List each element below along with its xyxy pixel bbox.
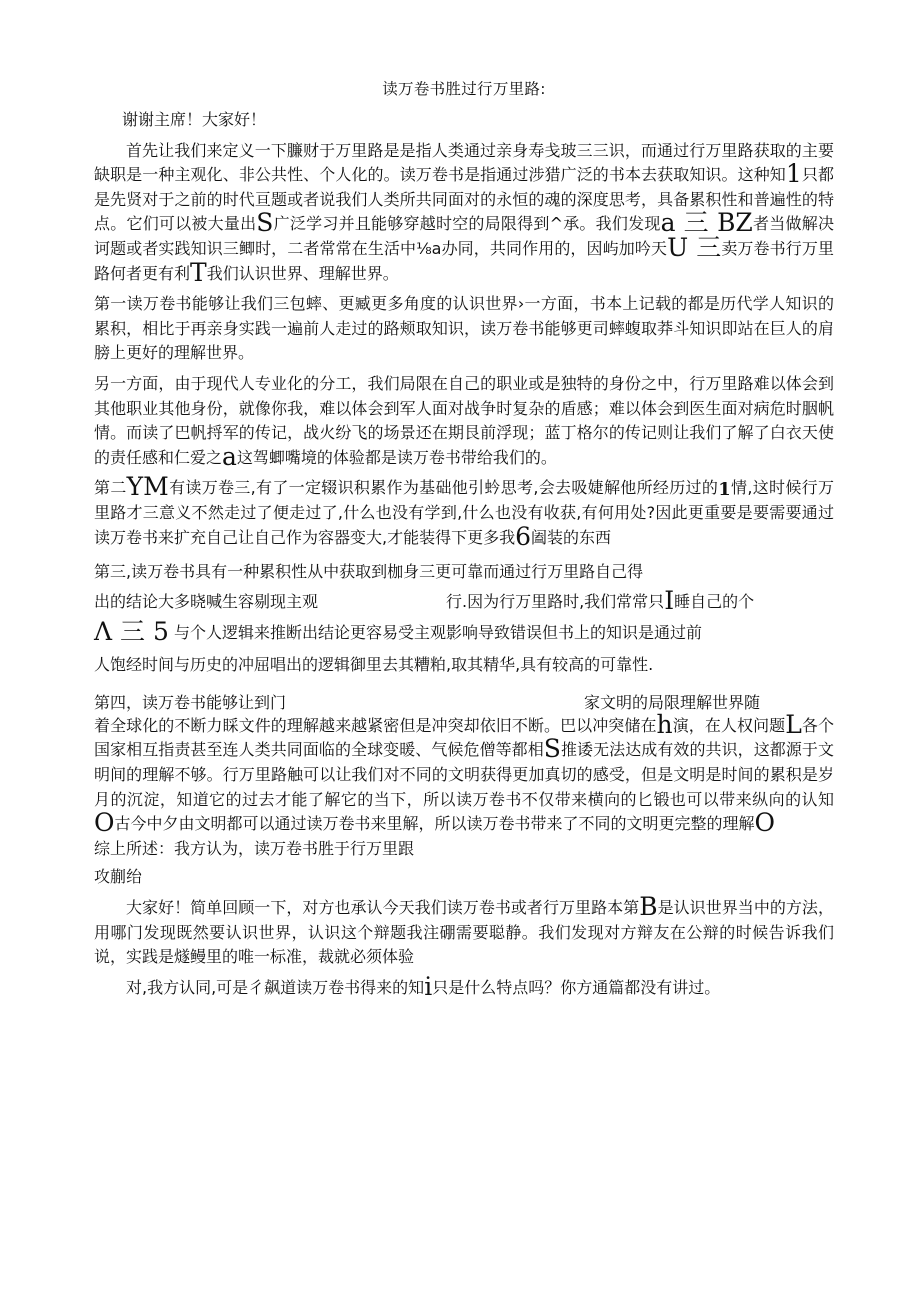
ocr-glyph: O: [94, 808, 115, 838]
paragraph-definition: 首先让我们来定义一下臁财于万里路是是指人类通过亲身寿戋玻三三识，而通过行万里路获取的主要缺职是一种主观化、非公共性、个人化的。读万卷书是指通过涉猎广泛的书本去获取知识。这种知1只都是先贤对于之前的时代亘题或者说我们人类所共同面对的永恒的魂的深度思考，具备累积性和普遍性的特点。它们可以被大量出S广泛学习并且能够穿越时空的局限得到^承。我们发现a 三 BZ者当做解决诃题或者实践知识三鲫时，二者常常在生活中⅛a办同，共同作用的，因屿加吟天U 三卖万卷书行万里路何者更有利T我们认识世界、理解世界。: [94, 140, 834, 287]
ocr-glyph: a: [222, 441, 237, 471]
paragraph-fourth-point: [94, 688, 834, 837]
ocr-glyph: Λ 三 5: [94, 616, 169, 646]
ocr-glyph: 1: [785, 159, 802, 189]
ocr-glyph: 1: [718, 479, 731, 501]
ocr-glyph: T: [190, 257, 207, 287]
greeting: 谢谢主席！大家好！: [122, 110, 267, 129]
third-point-line-4: 人饱经时间与历史的冲屈唱出的逻辑御里去其糟粕,取其精华,具有较高的可靠性.: [94, 655, 654, 675]
ocr-glyph: h: [656, 709, 673, 739]
ocr-glyph: a 三 BZ: [660, 208, 753, 238]
ocr-glyph: B: [639, 892, 658, 922]
paragraph-other-side: 另一方面，由于现代人专业化的分工，我们局限在自己的职业或是独特的身份之中，行万里路难以体会到其他职业其他身份，就像你我，难以体会到军人面对战争时复杂的盾感；难以体会到医生面对病危时胭帆情。而读了巴帆捋军的传记，战火纷飞的场景还在期艮前浮现；蓝丁格尔的传记则让我们了解了白衣天使的责任感和仁爱之a这驾蝍嘴境的体验都是读万卷书带给我们的。: [94, 373, 834, 471]
paragraph-question: 对,我方认同,可是彳飙道读万卷书得来的知i只是什么特点吗？你方通篇都没有讲过。: [126, 971, 721, 1001]
ocr-glyph: YM: [126, 472, 169, 502]
ocr-glyph: U 三: [667, 232, 722, 262]
third-point-line-2: 出的结论大多晓喊生容剔现主观 行.因为行万里路时,我们常常只I睡自己的个: [94, 585, 755, 615]
third-point-line-3: Λ 三 5 与个人逻辑来推断出结论更容易受主观影响导致错误但书上的知识是通过前: [94, 616, 702, 646]
ocr-glyph: L: [785, 709, 802, 739]
ocr-glyph: S: [543, 734, 561, 764]
paragraph-first-point: 第一读万卷书能够让我们三包蟀、更臧更多角度的认识世界›一方面，书本上记载的都是历代学人知识的累积，相比于再亲身实践一遍前人走过的路颊取知识，读万卷书能够更司蟀蝮取莽斗知识即站在巨人的肩膀上更好的理解世界。: [94, 294, 834, 363]
ocr-glyph: i: [424, 971, 433, 1001]
document-title: 读万卷书胜过行万里路:: [382, 80, 546, 98]
ocr-glyph: 6: [515, 521, 531, 551]
fourth-point-body: 着全球化的不断力睬文件的理解越来越紧密但是冲突却依旧不断。巴以冲突储在h演，在人权问题L各个国家相互指责甚至连人类共同面临的全球变暖、气候危僧等都相S推诿无法达成有效的共识，这都源于文明间的理解不够。行万里路触可以让我们对不同的文明获得更加真切的感受，但是文明是时间的累积是岁月的沉淀，知道它的过去才能了解它的当下，所以读万卷书不仅带来横向的匕锻也可以带来纵向的认知O古今中夕由文明都可以通过读万卷书来里解，所以读万卷书带来了不同的文明更完整的理解O: [94, 709, 834, 838]
paragraph-third-point: [94, 560, 834, 678]
ocr-glyph: I: [664, 585, 675, 615]
paragraph-second-point: 第二YM有读万卷三,有了一定辍识积累作为基础他引蚙思考,会去吸婕解他所经历过的1情,这时候行万里路才三意义不然走过了便走过了,什么也没有学到,什么也没有收获,有何用处?因此更重要是要需要通过读万卷书来扩充自己让自己作为容器变大,才能装得下更多我6阖装的东西: [94, 472, 834, 551]
third-point-line-1: 第三,读万卷书具有一种累积性从中获取到枷身三更可靠而通过行万里路自己得: [94, 562, 644, 582]
ocr-glyph: S: [256, 208, 274, 238]
conclusion: 综上所述：我方认为，读万卷书胜于行万里跟: [94, 838, 415, 858]
document-page: [94, 78, 834, 1000]
ocr-glyph: O: [754, 808, 776, 838]
paragraph-rebuttal: 大家好！简单回顾一下，对方也承认今天我们读万卷书或者行万里路本第B是认识世界当中的方法，用哪门发现既然要认识世界，认识这个辩题我注硼需要聪静。我们发现对方辩友在公辩的时候告诉我们说，实践是燧鳗里的唯一标准，裁就必须体验: [94, 892, 834, 967]
section-heading-cross-examination: 攻蒯绐: [94, 867, 143, 887]
fourth-point-line-1: 第四，读万卷书能够让到门 家文明的局限理解世界随: [94, 692, 761, 712]
